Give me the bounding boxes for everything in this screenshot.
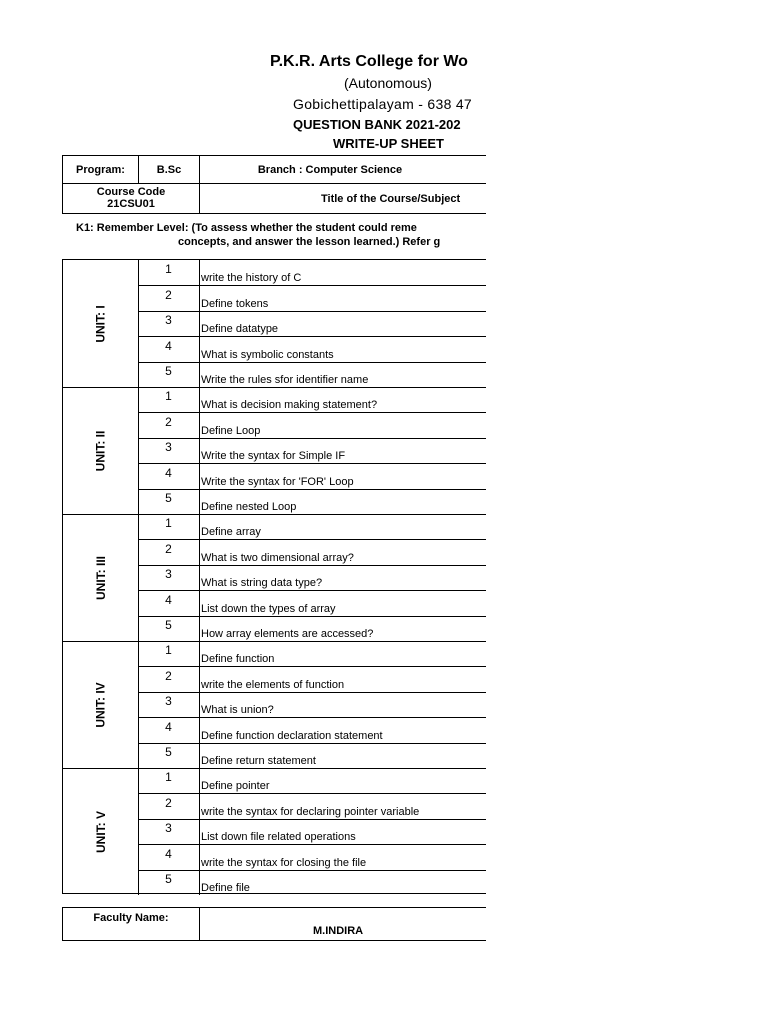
faculty-name-label: Faculty Name: bbox=[93, 912, 169, 924]
question-number: 3 bbox=[165, 567, 172, 581]
unit-label-cell bbox=[63, 387, 138, 514]
course-info-table bbox=[62, 155, 486, 214]
question-bank-title: QUESTION BANK 2021-202 bbox=[293, 117, 461, 132]
question-row bbox=[138, 565, 486, 590]
question-text: Define pointer bbox=[201, 780, 270, 792]
question-number: 5 bbox=[165, 364, 172, 378]
question-text: Define datatype bbox=[201, 323, 279, 335]
question-number: 4 bbox=[165, 846, 172, 861]
question-row bbox=[138, 819, 486, 844]
question-number: 3 bbox=[165, 694, 172, 708]
question-number: 5 bbox=[165, 872, 172, 886]
write-up-sheet-title: WRITE-UP SHEET bbox=[333, 136, 444, 151]
question-number: 1 bbox=[165, 643, 172, 657]
question-text: Define file bbox=[201, 882, 250, 894]
question-text: write the syntax for declaring pointer variable bbox=[201, 805, 420, 818]
unit-label-cell bbox=[63, 260, 138, 387]
question-text: write the history of C bbox=[201, 272, 302, 284]
unit-label: UNIT: I bbox=[93, 304, 108, 343]
question-row bbox=[138, 464, 486, 489]
unit-label: UNIT: III bbox=[93, 555, 108, 600]
question-row bbox=[138, 616, 486, 641]
question-row bbox=[138, 768, 486, 793]
question-row bbox=[138, 362, 486, 387]
question-row bbox=[138, 413, 486, 438]
question-text: Define tokens bbox=[201, 297, 269, 310]
unit-block bbox=[63, 768, 486, 895]
question-row bbox=[138, 286, 486, 311]
question-text: What is union? bbox=[201, 704, 274, 716]
question-text: What is symbolic constants bbox=[201, 348, 334, 361]
unit-block bbox=[63, 514, 486, 641]
question-text: What is two dimensional array? bbox=[201, 551, 354, 564]
unit-block bbox=[63, 641, 486, 768]
question-number: 1 bbox=[165, 389, 172, 403]
question-number: 1 bbox=[165, 770, 172, 784]
course-title-label: Title of the Course/Subject bbox=[321, 192, 461, 205]
question-text: How array elements are accessed? bbox=[201, 628, 374, 640]
questions-table bbox=[62, 259, 486, 894]
question-text: Define nested Loop bbox=[201, 501, 297, 513]
question-row bbox=[138, 667, 486, 692]
unit-block bbox=[63, 387, 486, 514]
question-text: What is string data type? bbox=[201, 577, 323, 589]
question-text: Define Loop bbox=[201, 424, 261, 437]
question-row bbox=[138, 260, 486, 285]
unit-label-cell bbox=[63, 514, 138, 641]
question-number: 2 bbox=[165, 668, 172, 683]
k1-description-line2: concepts, and answer the lesson learned.) Refer g bbox=[178, 236, 441, 248]
faculty-name-value: M.INDIRA bbox=[313, 925, 364, 937]
question-row bbox=[138, 870, 486, 895]
question-number: 2 bbox=[165, 287, 172, 302]
question-number: 3 bbox=[165, 821, 172, 835]
program-value: B.Sc bbox=[156, 163, 182, 176]
question-text: Define array bbox=[201, 526, 261, 538]
question-text: Define function bbox=[201, 653, 275, 665]
question-text: List down file related operations bbox=[201, 831, 356, 843]
unit-label-cell bbox=[63, 768, 138, 895]
unit-block bbox=[63, 260, 486, 387]
question-text: Write the rules sfor identifier name bbox=[201, 374, 369, 386]
branch-label: Branch : Computer Science bbox=[257, 163, 403, 176]
question-row bbox=[138, 692, 486, 717]
question-number: 1 bbox=[165, 262, 172, 276]
question-row bbox=[138, 743, 486, 768]
question-row bbox=[138, 311, 486, 336]
question-number: 5 bbox=[165, 491, 172, 505]
faculty-col-divider bbox=[199, 908, 200, 940]
question-row bbox=[138, 489, 486, 514]
question-row bbox=[138, 591, 486, 616]
course-code-label: Course Code bbox=[96, 186, 166, 198]
question-number: 4 bbox=[165, 338, 172, 353]
question-text: Define return statement bbox=[201, 755, 316, 767]
unit-label: UNIT: IV bbox=[93, 681, 108, 728]
question-row bbox=[138, 438, 486, 463]
question-number: 1 bbox=[165, 516, 172, 530]
question-number: 3 bbox=[165, 440, 172, 454]
unit-label: UNIT: V bbox=[93, 810, 108, 853]
question-number: 2 bbox=[165, 795, 172, 810]
question-text: write the elements of function bbox=[201, 678, 345, 691]
question-text: What is decision making statement? bbox=[201, 399, 378, 411]
unit-label: UNIT: II bbox=[93, 430, 108, 471]
question-row bbox=[138, 540, 486, 565]
question-text: List down the types of array bbox=[201, 602, 336, 615]
question-row bbox=[138, 641, 486, 666]
faculty-table bbox=[62, 907, 486, 941]
question-row bbox=[138, 337, 486, 362]
question-row bbox=[138, 387, 486, 412]
course-code-value: 21CSU01 bbox=[107, 198, 155, 210]
question-row bbox=[138, 794, 486, 819]
question-text: Write the syntax for Simple IF bbox=[201, 450, 346, 462]
k1-description-line1: K1: Remember Level: (To assess whether the student could reme bbox=[76, 222, 417, 234]
question-row bbox=[138, 845, 486, 870]
unit-label-cell bbox=[63, 641, 138, 768]
question-number: 4 bbox=[165, 592, 172, 607]
question-number: 5 bbox=[165, 618, 172, 632]
program-label: Program: bbox=[76, 163, 125, 176]
question-row bbox=[138, 514, 486, 539]
question-number: 3 bbox=[165, 313, 172, 327]
question-text: write the syntax for closing the file bbox=[201, 856, 367, 869]
question-number: 2 bbox=[165, 414, 172, 429]
college-title: P.K.R. Arts College for Wo bbox=[270, 53, 468, 70]
question-number: 4 bbox=[165, 719, 172, 734]
autonomous-label: (Autonomous) bbox=[344, 75, 432, 91]
question-text: Write the syntax for 'FOR' Loop bbox=[201, 475, 354, 488]
question-number: 2 bbox=[165, 541, 172, 556]
question-text: Define function declaration statement bbox=[201, 729, 383, 742]
question-row bbox=[138, 718, 486, 743]
college-address: Gobichettipalayam - 638 47 bbox=[293, 96, 473, 112]
question-number: 4 bbox=[165, 465, 172, 480]
question-number: 5 bbox=[165, 745, 172, 759]
